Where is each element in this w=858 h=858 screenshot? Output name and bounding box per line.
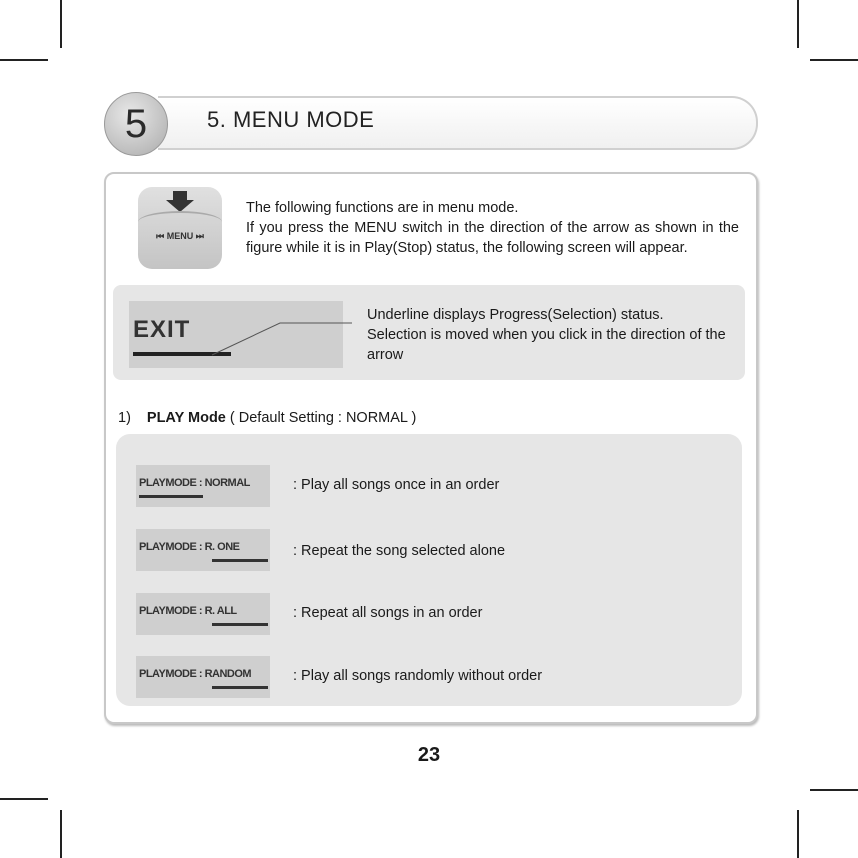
playmode-desc: : Repeat the song selected alone xyxy=(293,543,506,559)
section-title xyxy=(118,410,416,426)
playmode-underline xyxy=(139,495,203,498)
section-subtitle: ( Default Setting : NORMAL ) xyxy=(229,410,417,426)
intro-line-1: The following functions are in menu mode. xyxy=(246,200,519,216)
page-number: 23 xyxy=(417,744,441,766)
playmode-underline xyxy=(212,559,268,562)
playmode-underline xyxy=(212,623,268,626)
playmode-lcd-text: PLAYMODE : NORMAL xyxy=(139,477,250,489)
section-heading: PLAY Mode xyxy=(146,410,226,426)
exit-note-line-1: Underline displays Progress(Selection) status. xyxy=(367,307,664,323)
intro-line-2: If you press the MENU switch in the direction of the arrow as shown in the figure while it is in Play(Stop) status, the following screen will appear. xyxy=(246,220,739,256)
playmode-underline xyxy=(212,686,268,689)
playmode-desc: : Play all songs randomly without order xyxy=(293,668,543,684)
playmode-lcd xyxy=(136,465,270,507)
playmode-lcd xyxy=(136,529,270,571)
menu-switch-label: ⏮ MENU ⏭ xyxy=(156,231,204,241)
playmode-lcd-text: PLAYMODE : RANDOM xyxy=(139,668,252,680)
exit-lcd-text: EXIT xyxy=(133,316,191,343)
playmode-lcd xyxy=(136,593,270,635)
exit-note-line-2: Selection is moved when you click in the direction of the arrow xyxy=(367,327,726,363)
section-index: 1) xyxy=(118,410,131,426)
chapter-number-badge: 5 xyxy=(104,92,168,156)
page-title: 5. MENU MODE xyxy=(207,107,375,132)
playmode-lcd-text: PLAYMODE : R. ALL xyxy=(139,605,237,617)
playmode-desc: : Play all songs once in an order xyxy=(293,477,500,493)
playmode-lcd-text: PLAYMODE : R. ONE xyxy=(139,541,240,553)
playmode-lcd xyxy=(136,656,270,698)
exit-note xyxy=(367,305,737,365)
playmode-desc: : Repeat all songs in an order xyxy=(293,605,483,621)
